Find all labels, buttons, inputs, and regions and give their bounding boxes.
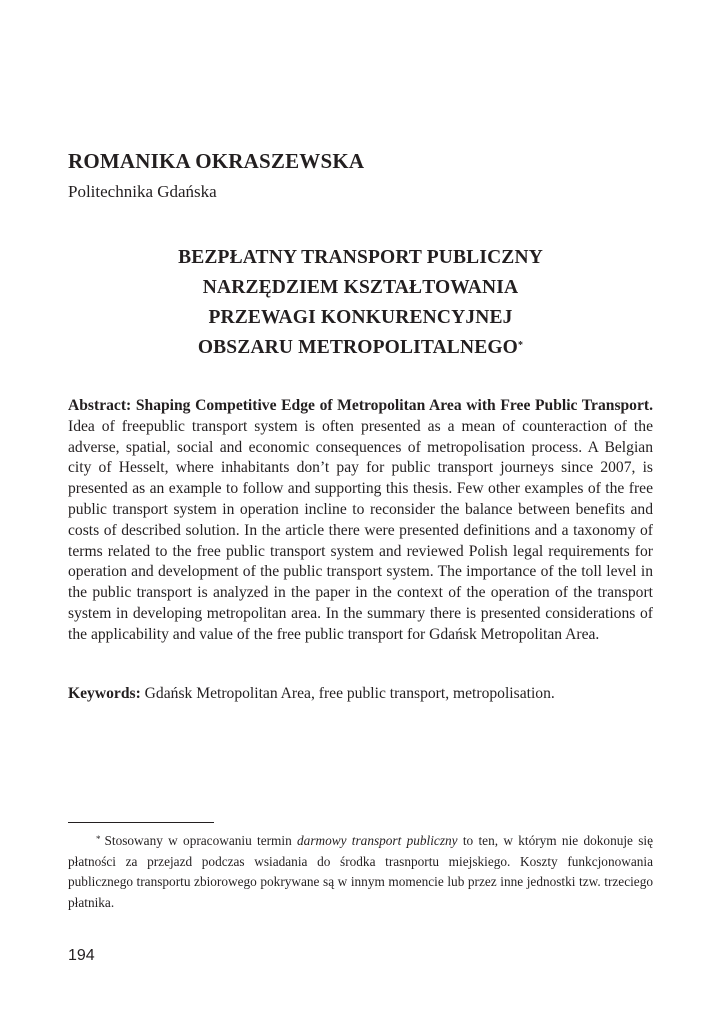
title-line-4: [68, 333, 653, 363]
footnote-marker: *: [96, 834, 101, 844]
title-line-3: PRZEWAGI KONKURENCYJNEJ: [208, 307, 513, 328]
author-affiliation: Politechnika Gdańska: [68, 182, 217, 201]
abstract-paragraph: [68, 396, 653, 646]
footnote-separator: [68, 822, 214, 823]
title-line-1: BEZPŁATNY TRANSPORT PUBLICZNY: [178, 247, 543, 268]
footnote: [68, 831, 653, 913]
footnote-text-after: to ten, w którym nie dokonuje się płatności za przejazd podczas wsiadania do środka trasnportu miejskiego. Koszty funkcjonowania publicznego transportu zbiorowego pokrywane są w innym momencie lub przez inne jednostki tzw. trzeciego płatnika.: [68, 833, 654, 910]
keywords-line: [68, 684, 653, 705]
title-line-2: NARZĘDZIEM KSZTAŁTOWANIA: [202, 277, 519, 298]
keywords-text: Gdańsk Metropolitan Area, free public transport, metropolisation.: [144, 685, 555, 702]
abstract-heading: Abstract: Shaping Competitive Edge of Metropolitan Area with Free Public Transport.: [68, 397, 653, 414]
paper-title: [68, 243, 653, 363]
abstract-body: Idea of freepublic transport system is often presented as a mean of counteraction of the adverse, spatial, social and economic consequences of metropolisation process. A Belgian city of Hesselt, where inhabitants don’t pay for public transport journeys since 2007, is presented as an example to follow and supporting this thesis. Few other examples of the free public transport system in operation incline to reconsider the balance between benefits and costs of described solution. In the article there were presented definitions and a taxonomy of terms related to the free public transport system and reviewed Polish legal requirements for operation and development of the public transport system. The importance of the toll level in the public transport is analyzed in the paper in the context of the operation of the transport system in developing metropolitan area. In the summary there is presented considerations of the applicability and value of the free public transport for Gdańsk Metropolitan Area.: [68, 417, 653, 643]
title-line-4-text: OBSZARU METROPOLITALNEGO: [197, 337, 518, 358]
page-number: 194: [68, 947, 95, 964]
author-name: ROMANIKA OKRASZEWSKA: [68, 149, 365, 173]
keywords-label: Keywords:: [68, 685, 141, 702]
title-footnote-marker: *: [518, 340, 524, 351]
footnote-italic-term: darmowy transport publiczny: [297, 833, 458, 848]
footnote-text-before: Stosowany w opracowaniu termin: [104, 833, 292, 848]
